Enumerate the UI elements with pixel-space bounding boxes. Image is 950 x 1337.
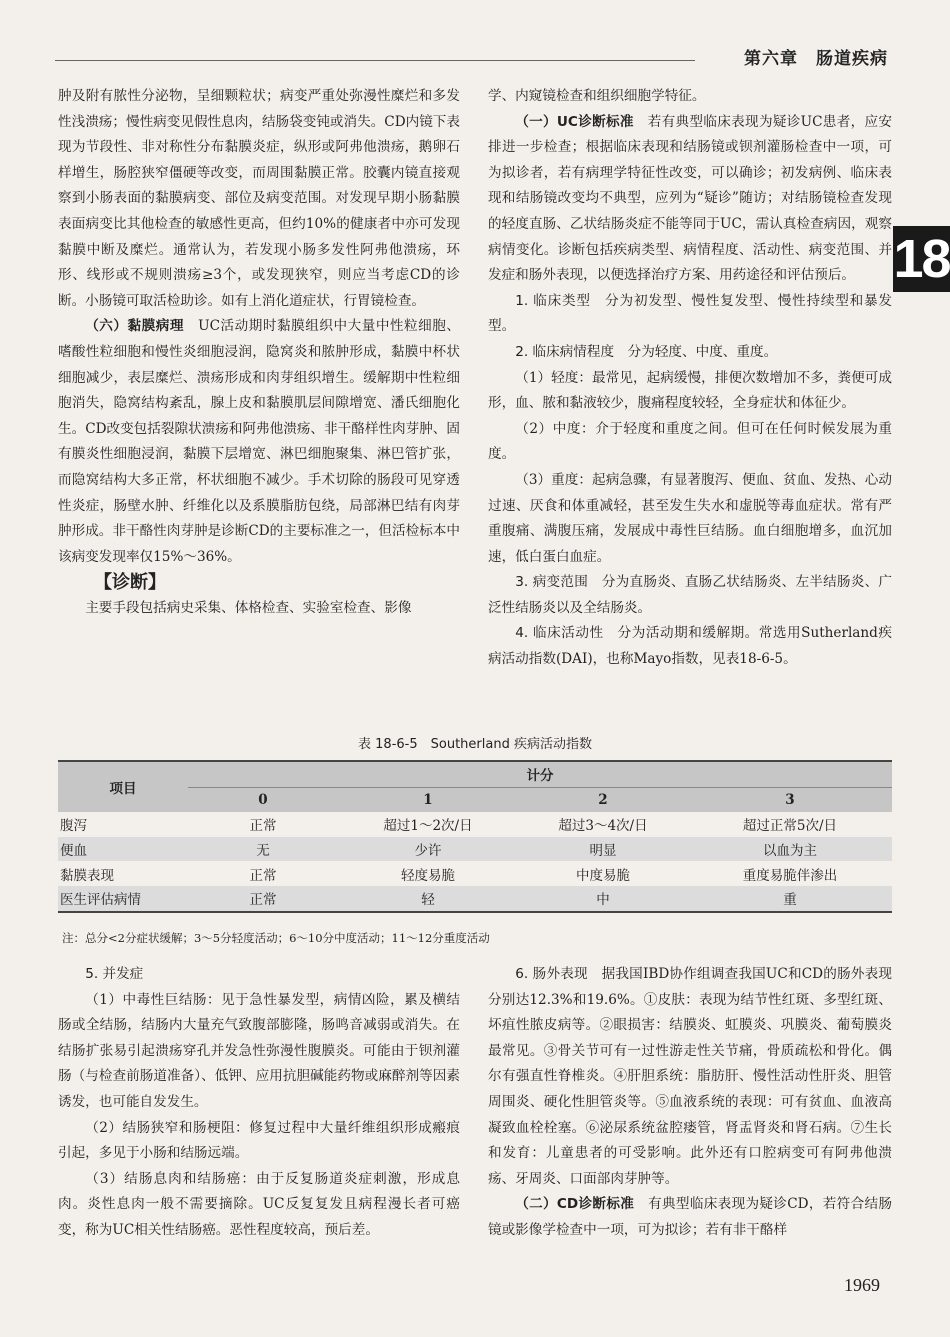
- paragraph-moderate: （2）中度：介于轻度和重度之间。但可在任何时候发展为重度。: [488, 420, 892, 463]
- left-column-bottom: [58, 962, 460, 1244]
- heading-mucosal-pathology: （六）黏膜病理: [85, 318, 185, 335]
- paragraph-polyp-cancer: （3）结肠息肉和结肠癌：由于反复肠道炎症刺激，形成息肉。炎性息肉一般不需要摘除。UC反复复发且病程漫长者可癌变，称为UC相关性结肠癌。恶性程度较高，预后差。: [58, 1170, 460, 1238]
- paragraph-continuation: 学、内窥镜检查和组织细胞学特征。: [488, 88, 706, 104]
- right-column-top: [488, 84, 892, 673]
- table-header-score-3: 3: [688, 787, 892, 812]
- table-row: [58, 837, 892, 862]
- table-cell: 黏膜表现: [60, 867, 114, 884]
- heading-extent: 3. 病变范围: [515, 574, 589, 591]
- table-header-item: 项目: [58, 761, 188, 812]
- heading-cd-criteria: （二）CD诊断标准: [515, 1196, 635, 1213]
- paragraph-pathology-text: UC活动期时黏膜组织中大量中性粒细胞、嗜酸性粒细胞和慢性炎细胞浸润，隐窝炎和脓肿形成，黏膜中杯状细胞减少，表层糜烂、溃疡形成和肉芽组织增生。缓解期中性粒细胞消失，隐窝结构紊乱，腺上皮和黏膜肌层间隙增宽、潘氏细胞化生。CD改变包括裂隙状溃疡和阿弗他溃疡、非干酪样性肉芽肿、固有膜炎性细胞浸润，黏膜下层增宽、淋巴细胞聚集、淋巴管扩张，而隐窝结构大多正常，杯状细胞不减少。手术切除的肠段可见穿透性炎症，肠壁水肿、纤维化以及系膜脂肪包绕，局部淋巴结有肉芽肿形成。非干酪性肉芽肿是诊断CD的主要标准之一，但活检标本中该病变发现率仅15%～36%。: [58, 318, 460, 565]
- table-caption: 表 18-6-5 Southerland 疾病活动指数: [358, 737, 592, 752]
- table-header-score: 计分: [188, 761, 892, 787]
- paragraph-cd-criteria: [488, 1192, 892, 1243]
- paragraph-severity: [488, 340, 892, 366]
- paragraph-activity-text: 分为活动期和缓解期。常选用Sutherland疾病活动指数(DAI)，也称Mayo指数，见表18-6-5。: [488, 625, 892, 668]
- table-row: [58, 861, 892, 886]
- table-row: [58, 886, 892, 912]
- heading-diagnosis: 【诊断】: [94, 572, 166, 594]
- table-cell: 便血: [58, 837, 188, 862]
- table-cell: 轻: [338, 886, 518, 912]
- table-cell: 医生评估病情: [58, 886, 188, 912]
- heading-activity: 4. 临床活动性: [515, 625, 604, 642]
- heading-complications: 5. 并发症: [85, 966, 144, 982]
- table-cell: 正常: [249, 867, 277, 884]
- table-header-score-2: 2: [518, 787, 688, 812]
- chapter-title: 第六章 肠道疾病: [744, 49, 888, 69]
- heading-clinical-type: 1. 临床类型: [515, 292, 591, 309]
- paragraph-uc-criteria: [488, 110, 892, 289]
- table-header-score-1: 1: [338, 787, 518, 812]
- table-cell: 腹泻: [60, 818, 87, 835]
- table-cell: 轻度易脆: [401, 867, 455, 884]
- paragraph-uc-criteria-text: 若有典型临床表现为疑诊UC患者，应安排进一步检查；根据临床表现和结肠镜或钡剂灌肠检查中一项，可为拟诊者，若有病理学特征性改变，可以确诊；初发病例、临床表现和结肠镜改变均不典型，应列为“疑诊”随访；对结肠镜检查发现的轻度直肠、乙状结肠炎症不能等同于UC，需认真检查病因，观察病情变化。诊断包括疾病类型、病情程度、活动性、病变范围、并发症和肠外表现，以便选择治疗方案、用药途径和评估预后。: [488, 113, 893, 284]
- table-header-score-0: 0: [188, 787, 338, 812]
- paragraph-severe: （3）重度：起病急骤，有显著腹泻、便血、贫血、发热、心动过速、厌食和体重减轻，甚至发生失水和虚脱等毒血症状。常有严重腹痛、满腹压痛，发展成中毒性巨结肠。血白细胞增多，血沉加速，低白蛋白血症。: [488, 471, 892, 565]
- table-cell: 超过1～2次/日: [383, 818, 473, 835]
- paragraph-extraintestinal: [488, 962, 892, 1192]
- table-cell: 正常: [249, 818, 277, 835]
- table-cell: 明显: [518, 837, 688, 862]
- table-cell: 以血为主: [688, 837, 892, 862]
- paragraph-activity: [488, 621, 892, 672]
- paragraph-diagnosis-intro: 主要手段包括病史采集、体格检查、实验室检查、影像: [85, 599, 412, 616]
- table-cell: 超过正常5次/日: [742, 818, 838, 835]
- table-note: 注：总分<2分症状缓解；3～5分轻度活动；6～10分中度活动；11～12分重度活动: [62, 931, 490, 945]
- paragraph-extent: [488, 570, 892, 621]
- paragraph-severity-text: 分为轻度、中度、重度。: [614, 343, 778, 360]
- table-cell: 超过3～4次/日: [558, 818, 648, 835]
- dai-table: [58, 760, 892, 913]
- table-cell: 重: [688, 886, 892, 912]
- paragraph-cd-criteria-text: 有典型临床表现为疑诊CD，若符合结肠镜或影像学检查中一项，可为拟诊；若有非干酪样: [488, 1196, 892, 1238]
- paragraph-toxic-megacolon: （1）中毒性巨结肠：见于急性暴发型，病情凶险，累及横结肠或全结肠，结肠内大量充气致腹部膨隆，肠鸣音减弱或消失。在结肠扩张易引起溃疡穿孔并发急性弥漫性腹膜炎。可能由于钡剂灌肠（与检查前肠道准备）、低钾、应用抗胆碱能药物或麻醉剂等因素诱发，也可能自发发生。: [58, 991, 460, 1110]
- heading-uc-criteria: （一）UC诊断标准: [515, 113, 634, 130]
- paragraph-endoscopy: 肿及附有脓性分泌物，呈细颗粒状；病变严重处弥漫性糜烂和多发性浅溃疡；慢性病变见假性息肉，结肠袋变钝或消失。CD内镜下表现为节段性、非对称性分布黏膜炎症，纵形或阿弗他溃疡，鹅卵石样增生，肠腔狭窄僵硬等改变，而周围黏膜正常。胶囊内镜直接观察到小肠表面的黏膜病变、部位及病变范围。对发现早期小肠黏膜表面病变比其他检查的敏感性更高，但约10%的健康者中亦可发现黏膜中断及糜烂。通常认为，若发现小肠多发性阿弗他溃疡，环形、线形或不规则溃疡≥3个，或发现狭窄，则应当考虑CD的诊断。小肠镜可取活检助诊。如有上消化道症状，行胃镜检查。: [58, 88, 460, 309]
- paragraph-stricture: （2）结肠狭窄和肠梗阻：修复过程中大量纤维组织形成瘢痕引起，多见于小肠和结肠远端。: [58, 1119, 460, 1162]
- paragraph-pathology: [58, 314, 460, 570]
- paragraph-extent-text: 分为直肠炎、直肠乙状结肠炎、左半结肠炎、广泛性结肠炎以及全结肠炎。: [488, 574, 893, 616]
- table-cell: 正常: [188, 886, 338, 912]
- left-column-top: [58, 84, 460, 621]
- paragraph-extraintestinal-text: 据我国IBD协作组调查我国UC和CD的肠外表现分别达12.3%和19.6%。①皮肤：表现为结节性红斑、多型红斑、坏疽性脓皮病等。②眼损害：结膜炎、虹膜炎、巩膜炎、葡萄膜炎最常见。③骨关节可有一过性游走性关节痛，骨质疏松和骨化。偶尔有强直性脊椎炎。④肝胆系统：脂肪肝、慢性活动性肝炎、胆管周围炎、硬化性胆管炎等。⑤血液系统的表现：可有贫血、血液高凝致血栓栓塞。⑥泌尿系统盆腔瘘管，肾盂肾炎和肾石病。⑦生长和发育：儿童患者的可受影响。此外还有口腔病变可有阿弗他溃疡、牙周炎、口面部肉芽肿等。: [488, 966, 892, 1187]
- right-column-bottom: [488, 962, 892, 1244]
- chapter-tab: 18: [893, 226, 950, 292]
- table-cell: 无: [188, 837, 338, 862]
- table-cell: 重度易脆伴渗出: [742, 867, 838, 884]
- page-number: 1969: [844, 1275, 880, 1295]
- table-cell: 少许: [338, 837, 518, 862]
- heading-extraintestinal: 6. 肠外表现: [515, 966, 588, 982]
- table-cell: 中: [518, 886, 688, 912]
- table-cell: 中度易脆: [576, 867, 630, 884]
- paragraph-clinical-type-text: 分为初发型、慢性复发型、慢性持续型和暴发型。: [488, 292, 893, 335]
- header-rule: [55, 60, 695, 61]
- heading-severity: 2. 临床病情程度: [515, 343, 615, 360]
- paragraph-mild: （1）轻度：最常见，起病缓慢，排便次数增加不多，粪便可成形，血、脓和黏液较少，腹痛程度较轻，全身症状和体征少。: [488, 369, 892, 412]
- table-row: [58, 812, 892, 837]
- paragraph-clinical-type: [488, 289, 892, 340]
